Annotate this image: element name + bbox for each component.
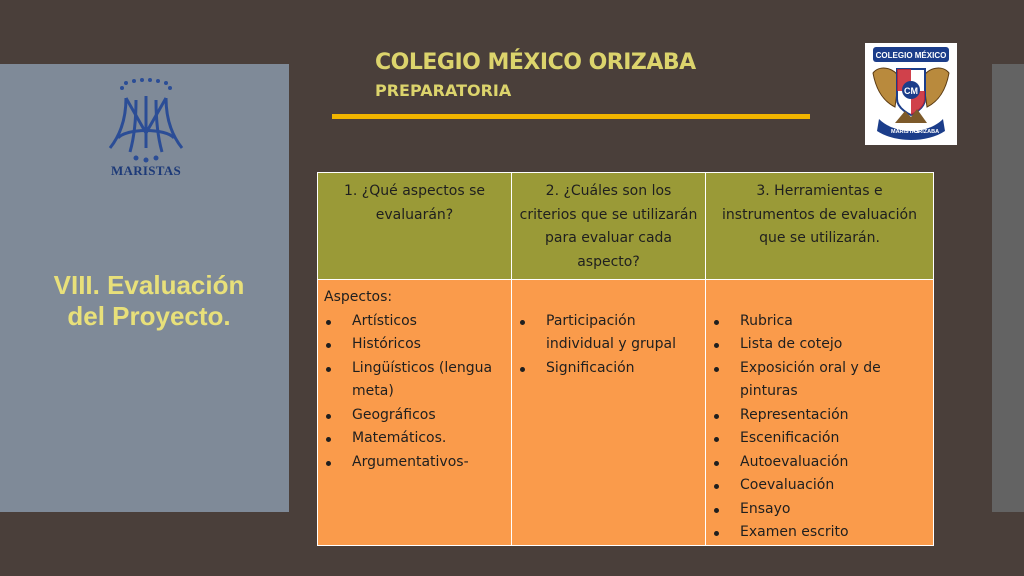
list-item: Ensayo xyxy=(712,498,927,522)
crest-top-text: COLEGIO MÉXICO xyxy=(875,51,947,60)
crest-bottom-left: MARISTAS xyxy=(891,129,920,135)
list-item: Significación xyxy=(518,357,699,381)
school-subtitle: PREPARATORIA xyxy=(375,81,512,100)
list-item: Lingüísticos (lengua meta) xyxy=(324,357,505,404)
header-criteria: 2. ¿Cuáles son los criterios que se utilizarán para evaluar cada aspecto? xyxy=(512,173,706,280)
gold-divider xyxy=(332,114,810,119)
aspects-list xyxy=(324,310,505,475)
bullet-icon xyxy=(326,414,331,419)
bullet-icon xyxy=(714,531,719,536)
section-title-line2: del Proyecto. xyxy=(67,301,231,331)
bullet-icon xyxy=(326,367,331,372)
crest-bottom-right: ORIZABA xyxy=(914,129,940,135)
list-item: Escenificación xyxy=(712,427,927,451)
cell-criteria xyxy=(512,280,706,546)
cell-tools xyxy=(706,280,934,546)
bullet-icon xyxy=(714,484,719,489)
bullet-icon xyxy=(520,320,525,325)
bullet-icon xyxy=(326,343,331,348)
bullet-icon xyxy=(326,320,331,325)
list-item: Matemáticos. xyxy=(324,427,505,451)
list-item: Exposición oral y de pinturas xyxy=(712,357,927,404)
maristas-wordmark: MARISTAS xyxy=(110,163,182,178)
bullet-icon xyxy=(714,508,719,513)
list-item: Examen escrito xyxy=(712,521,927,545)
list-item: Históricos xyxy=(324,333,505,357)
bullet-icon xyxy=(326,437,331,442)
crest-monogram: CM xyxy=(904,86,918,96)
list-item: Rubrica xyxy=(712,310,927,334)
list-item: Artísticos xyxy=(324,310,505,334)
table-header-row xyxy=(318,173,934,280)
section-title-line1: VIII. Evaluación xyxy=(53,270,245,300)
list-item: Argumentativos- xyxy=(324,451,505,475)
bullet-icon xyxy=(714,461,719,466)
tools-spacer xyxy=(712,286,927,310)
header-tools: 3. Herramientas e instrumentos de evaluación que se utilizarán. xyxy=(706,173,934,280)
school-name: COLEGIO MÉXICO ORIZABA xyxy=(375,50,696,75)
bullet-icon xyxy=(714,343,719,348)
colegio-mexico-crest-icon xyxy=(865,43,957,145)
section-title xyxy=(24,270,274,332)
bullet-icon xyxy=(714,320,719,325)
right-strip xyxy=(992,64,1024,512)
bullet-icon xyxy=(714,367,719,372)
list-item: Geográficos xyxy=(324,404,505,428)
list-item: Autoevaluación xyxy=(712,451,927,475)
list-item: Coevaluación xyxy=(712,474,927,498)
list-item: Representación xyxy=(712,404,927,428)
tools-list xyxy=(712,310,927,545)
list-item: Participación individual y grupal xyxy=(518,310,699,357)
cell-aspects xyxy=(318,280,512,546)
bullet-icon xyxy=(714,437,719,442)
evaluation-table xyxy=(317,172,934,546)
table-body-row xyxy=(318,280,934,546)
aspects-intro: Aspectos: xyxy=(324,289,393,305)
bullet-icon xyxy=(326,461,331,466)
criteria-list xyxy=(518,310,699,381)
bullet-icon xyxy=(520,367,525,372)
criteria-spacer xyxy=(518,286,699,310)
list-item: Lista de cotejo xyxy=(712,333,927,357)
header-aspects: 1. ¿Qué aspectos se evaluarán? xyxy=(318,173,512,280)
bullet-icon xyxy=(714,414,719,419)
